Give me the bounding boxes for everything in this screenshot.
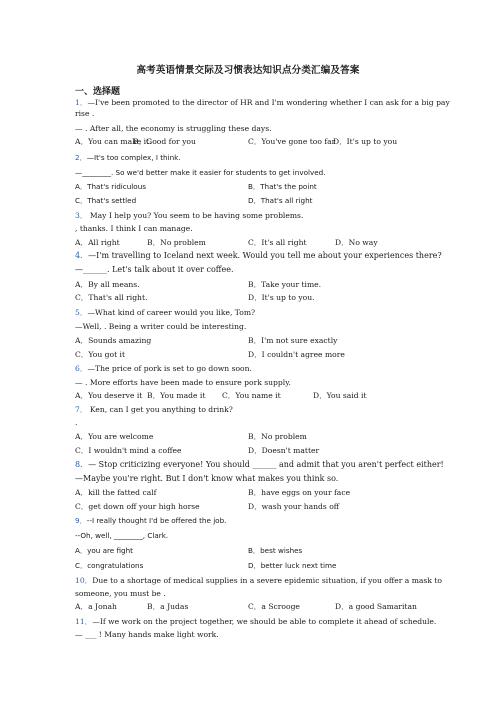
q3-option-b: B．No problem <box>147 238 206 247</box>
question-6-response: — . More efforts have been made to ensure pork supply. <box>75 378 291 387</box>
q4-option-a: A．By all means. <box>75 280 140 289</box>
q4-option-c: C．That's all right. <box>75 293 148 302</box>
question-2-response: —________. So we'd better make it easier for students to get involved. <box>75 168 326 177</box>
q10-option-b: B．a Judas <box>147 602 189 611</box>
question-8-stem: 8．— Stop criticizing everyone! You should ______ and admit that you aren't perfect either! <box>75 460 444 469</box>
q1-option-b: B．Good for you <box>133 137 196 146</box>
page-title: 高考英语情景交际及习惯表达知识点分类汇编及答案 <box>136 65 360 76</box>
question-11-response: — ___ ! Many hands make light work. <box>75 630 219 639</box>
q5-option-c: C．You got it <box>75 350 126 359</box>
q4-option-d: D．It's up to you. <box>248 293 315 302</box>
q10-option-d: D．a good Samaritan <box>335 602 417 611</box>
question-number: 3． <box>75 211 88 220</box>
q5-option-b: B．I'm not sure exactly <box>248 336 338 345</box>
question-11-stem: 11．—If we work on the project together, we should be able to complete it ahead of schedule. <box>75 617 437 626</box>
question-10-stem-cont: someone, you must be . <box>75 589 166 598</box>
question-1-response: — . After all, the economy is struggling these days. <box>75 124 272 133</box>
question-number: 5． <box>75 308 88 317</box>
question-6-stem: 6．—The price of pork is set to go down soon. <box>75 364 252 373</box>
question-7-stem: 7． Ken, can I get you anything to drink? <box>75 405 233 414</box>
q2-option-a: A．That's ridiculous <box>75 182 146 191</box>
q7-option-d: D．Doesn't matter <box>248 446 320 455</box>
question-4-stem: 4．—I'm travelling to Iceland next week. Would you tell me about your experiences there? <box>75 251 442 260</box>
question-2-stem: 2．—It's too complex, I think. <box>75 153 181 162</box>
q1-option-d: D．It's up to you <box>333 137 398 146</box>
question-number: 11． <box>75 617 93 626</box>
q10-option-c: C．a Scrooge <box>248 602 300 611</box>
q3-option-d: D．No way <box>335 238 378 247</box>
q6-option-b: B．You made it <box>147 391 206 400</box>
q1-option-a: A．You can make it. <box>75 137 152 146</box>
question-7-response: . <box>75 418 78 427</box>
q2-option-b: B．That's the point <box>248 182 317 191</box>
q5-option-d: D．I couldn't agree more <box>248 350 345 359</box>
q1-option-c: C．You've gone too far <box>248 137 336 146</box>
section-heading: 一、选择题 <box>75 87 121 97</box>
q2-option-c: C．That's settled <box>75 196 137 205</box>
q2-option-d: D．That's all right <box>248 196 313 205</box>
question-number: 8． <box>75 460 89 469</box>
question-5-response: —Well, . Being a writer could be interesting. <box>75 322 247 331</box>
question-number: 9． <box>75 516 87 525</box>
q9-option-a: A．you are fight <box>75 546 133 555</box>
question-number: 2． <box>75 153 87 162</box>
q4-option-b: B．Take your time. <box>248 280 322 289</box>
q3-option-a: A．All right <box>75 238 120 247</box>
question-1-stem-cont: rise . <box>75 109 95 118</box>
q6-option-d: D．You said it <box>313 391 367 400</box>
question-3-response: , thanks. I think I can manage. <box>75 224 193 233</box>
question-number: 1． <box>75 98 88 107</box>
q10-option-a: A．a Jonah <box>75 602 117 611</box>
q8-option-c: C．get down off your high horse <box>75 502 200 511</box>
question-number: 7． <box>75 405 88 414</box>
q9-option-c: C．congratulations <box>75 561 144 570</box>
q6-option-a: A．You deserve it <box>75 391 143 400</box>
q8-option-b: B．have eggs on your face <box>248 488 351 497</box>
question-3-stem: 3． May I help you? You seem to be having some problems. <box>75 211 304 220</box>
question-8-response: —Maybe you're right. But I don't know what makes you think so. <box>75 474 339 483</box>
q6-option-c: C．You name it <box>222 391 281 400</box>
question-number: 4． <box>75 251 89 260</box>
question-10-stem: 10．Due to a shortage of medical supplies in a severe epidemic situation, if you offer a mask to <box>75 576 442 585</box>
q7-option-a: A．You are welcome <box>75 432 154 441</box>
question-9-response: --Oh, well, ________, Clark. <box>75 531 169 540</box>
q5-option-a: A．Sounds amazing <box>75 336 152 345</box>
q9-option-b: B．best wishes <box>248 546 303 555</box>
q7-option-b: B．No problem <box>248 432 307 441</box>
q8-option-a: A．kill the fatted calf <box>75 488 157 497</box>
q3-option-c: C．It's all right <box>248 238 307 247</box>
question-4-response: —______. Let's talk about it over coffee. <box>75 265 234 274</box>
q9-option-d: D．better luck next time <box>248 561 337 570</box>
question-number: 10． <box>75 576 93 585</box>
q8-option-d: D．wash your hands off <box>248 502 340 511</box>
question-number: 6． <box>75 364 88 373</box>
question-5-stem: 5．—What kind of career would you like, Tom? <box>75 308 256 317</box>
q7-option-c: C．I wouldn't mind a coffee <box>75 446 182 455</box>
question-1-stem: 1．—I've been promoted to the director of HR and I'm wondering whether I can ask for a big pay <box>75 98 450 107</box>
question-9-stem: 9．--I really thought I'd be offered the job. <box>75 516 227 525</box>
